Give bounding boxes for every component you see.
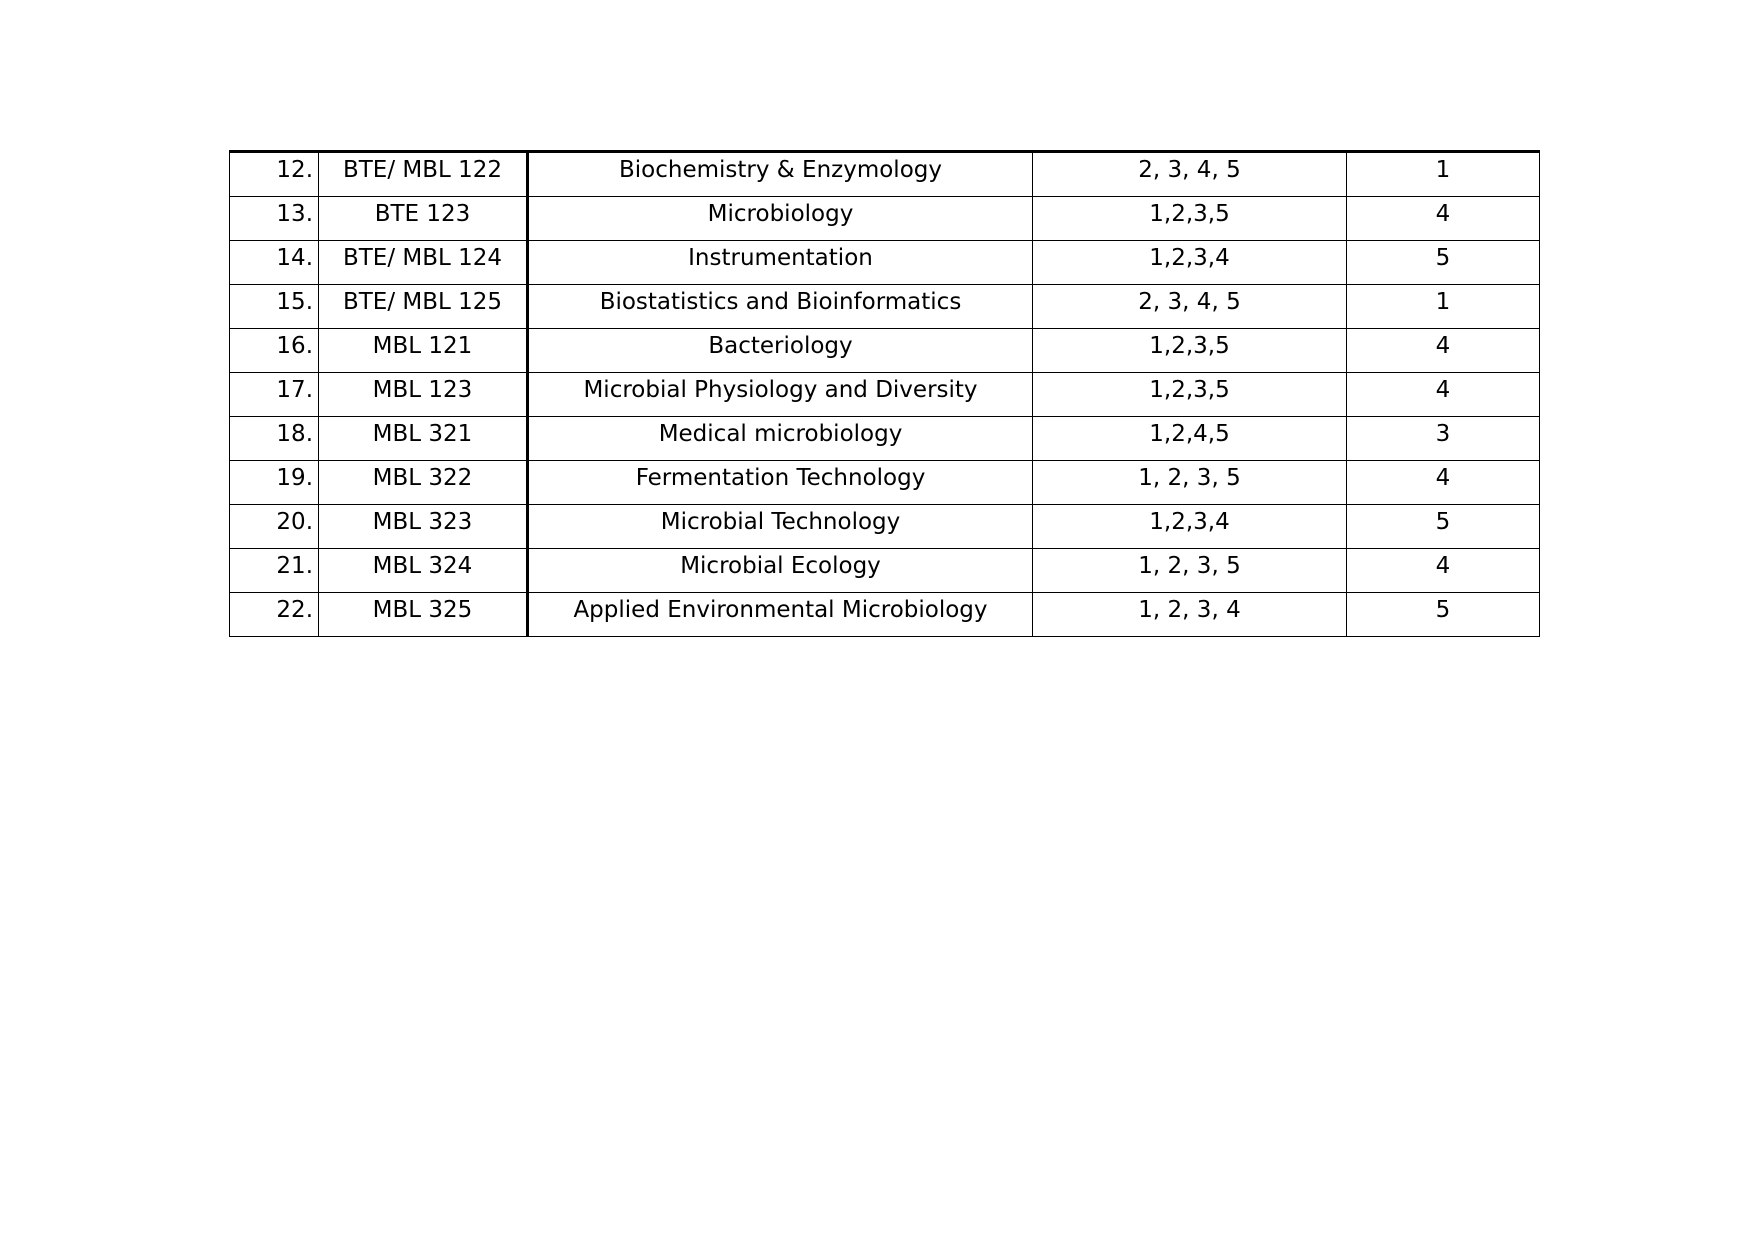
row-number-cell: 13.	[230, 197, 319, 241]
value-cell: 5	[1347, 593, 1540, 637]
table-row	[230, 373, 1540, 417]
row-number-cell: 16.	[230, 329, 319, 373]
number-list-cell: 1,2,4,5	[1033, 417, 1347, 461]
table-row	[230, 197, 1540, 241]
course-title-cell: Microbiology	[528, 197, 1033, 241]
number-list-cell: 1,2,3,5	[1033, 373, 1347, 417]
course-title-cell: Microbial Physiology and Diversity	[528, 373, 1033, 417]
course-title-cell: Microbial Ecology	[528, 549, 1033, 593]
row-number-cell: 15.	[230, 285, 319, 329]
course-code-cell: MBL 324	[319, 549, 528, 593]
number-list-cell: 1, 2, 3, 4	[1033, 593, 1347, 637]
course-code-cell: MBL 321	[319, 417, 528, 461]
table-row	[230, 505, 1540, 549]
table-row	[230, 549, 1540, 593]
row-number-cell: 22.	[230, 593, 319, 637]
value-cell: 4	[1347, 461, 1540, 505]
number-list-cell: 1,2,3,5	[1033, 329, 1347, 373]
value-cell: 1	[1347, 152, 1540, 197]
row-number-cell: 21.	[230, 549, 319, 593]
value-cell: 3	[1347, 417, 1540, 461]
value-cell: 4	[1347, 329, 1540, 373]
table-row	[230, 241, 1540, 285]
number-list-cell: 1, 2, 3, 5	[1033, 549, 1347, 593]
row-number-cell: 18.	[230, 417, 319, 461]
course-code-cell: BTE 123	[319, 197, 528, 241]
row-number-cell: 19.	[230, 461, 319, 505]
table-row	[230, 285, 1540, 329]
table-row	[230, 417, 1540, 461]
row-number-cell: 17.	[230, 373, 319, 417]
number-list-cell: 1,2,3,5	[1033, 197, 1347, 241]
course-code-cell: MBL 325	[319, 593, 528, 637]
course-code-cell: BTE/ MBL 125	[319, 285, 528, 329]
number-list-cell: 1, 2, 3, 5	[1033, 461, 1347, 505]
course-title-cell: Biostatistics and Bioinformatics	[528, 285, 1033, 329]
table-row	[230, 593, 1540, 637]
value-cell: 5	[1347, 241, 1540, 285]
course-title-cell: Bacteriology	[528, 329, 1033, 373]
row-number-cell: 14.	[230, 241, 319, 285]
course-title-cell: Biochemistry & Enzymology	[528, 152, 1033, 197]
table-row	[230, 329, 1540, 373]
value-cell: 5	[1347, 505, 1540, 549]
course-code-cell: MBL 322	[319, 461, 528, 505]
value-cell: 4	[1347, 549, 1540, 593]
course-code-cell: BTE/ MBL 124	[319, 241, 528, 285]
number-list-cell: 2, 3, 4, 5	[1033, 285, 1347, 329]
row-number-cell: 20.	[230, 505, 319, 549]
course-title-cell: Microbial Technology	[528, 505, 1033, 549]
course-code-cell: MBL 121	[319, 329, 528, 373]
number-list-cell: 2, 3, 4, 5	[1033, 152, 1347, 197]
course-table	[229, 150, 1540, 637]
course-title-cell: Applied Environmental Microbiology	[528, 593, 1033, 637]
course-title-cell: Medical microbiology	[528, 417, 1033, 461]
number-list-cell: 1,2,3,4	[1033, 241, 1347, 285]
number-list-cell: 1,2,3,4	[1033, 505, 1347, 549]
value-cell: 4	[1347, 197, 1540, 241]
value-cell: 4	[1347, 373, 1540, 417]
course-table-body	[230, 152, 1540, 637]
table-row	[230, 461, 1540, 505]
row-number-cell: 12.	[230, 152, 319, 197]
course-code-cell: BTE/ MBL 122	[319, 152, 528, 197]
course-code-cell: MBL 123	[319, 373, 528, 417]
value-cell: 1	[1347, 285, 1540, 329]
course-title-cell: Fermentation Technology	[528, 461, 1033, 505]
table-row	[230, 152, 1540, 197]
course-code-cell: MBL 323	[319, 505, 528, 549]
course-title-cell: Instrumentation	[528, 241, 1033, 285]
